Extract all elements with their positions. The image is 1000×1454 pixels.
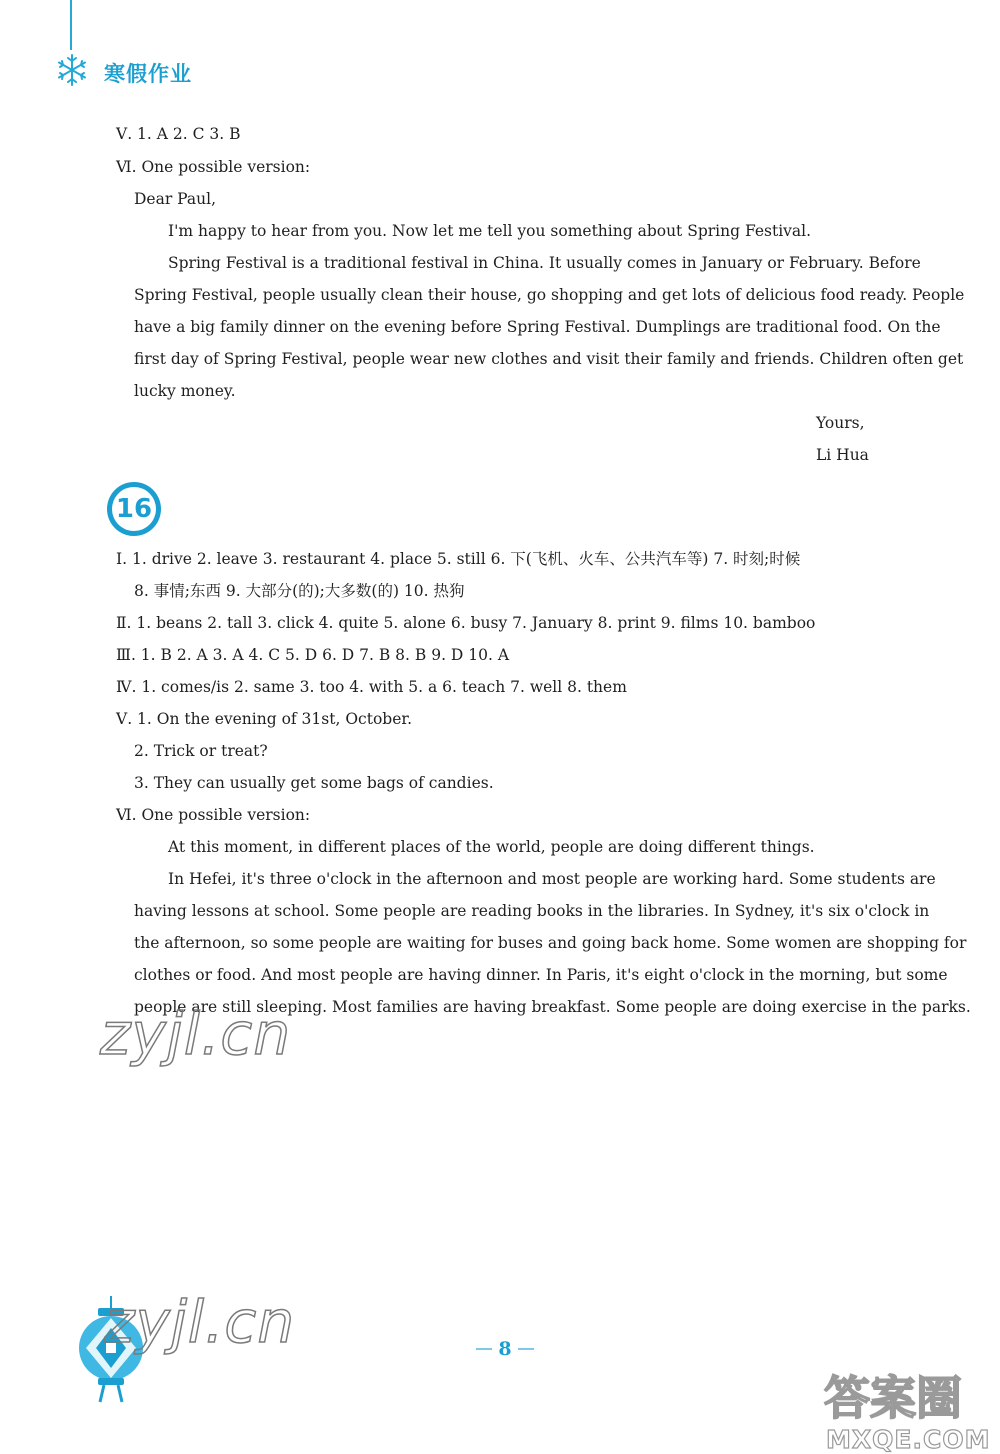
unit-number: 16 <box>115 494 153 524</box>
answer-2: Ⅱ. 1. beans 2. tall 3. click 4. quite 5. alone 6. busy 7. January 8. print 9. films 10. bamboo <box>116 614 816 632</box>
answer-4: Ⅳ. 1. comes/is 2. same 3. too 4. with 5. a 6. teach 7. well 8. them <box>116 678 627 696</box>
letter-line: have a big family dinner on the evening before Spring Festival. Dumplings are traditional food. On the <box>134 318 941 336</box>
letter-salutation: Dear Paul, <box>134 190 217 208</box>
essay-intro: At this moment, in different places of the world, people are doing different things. <box>168 838 815 856</box>
unit-number-badge <box>107 482 161 536</box>
watermark: zyjl.cn <box>100 1000 292 1068</box>
essay-line: having lessons at school. Some people are reading books in the libraries. In Sydney, it's six o'clock in <box>134 902 930 920</box>
answer-5-1: Ⅴ. 1. On the evening of 31st, October. <box>116 710 412 728</box>
letter-line: Spring Festival, people usually clean their house, go shopping and get lots of delicious food ready. People <box>134 286 965 304</box>
answer-5-3: 3. They can usually get some bags of candies. <box>134 774 494 792</box>
answer-3: Ⅲ. 1. B 2. A 3. A 4. C 5. D 6. D 7. B 8. B 9. D 10. A <box>116 646 510 664</box>
essay-line: clothes or food. And most people are having dinner. In Paris, it's eight o'clock in the morning, but some <box>134 966 948 984</box>
essay-line: the afternoon, so some people are waiting for buses and going back home. Some women are shopping for <box>134 934 967 952</box>
letter-line-last: lucky money. <box>134 382 236 400</box>
snowflake-icon <box>54 52 90 88</box>
prev-answer-5: Ⅴ. 1. A 2. C 3. B <box>116 125 241 143</box>
header-title: 寒假作业 <box>104 62 192 86</box>
answer-6-heading: Ⅵ. One possible version: <box>116 806 311 824</box>
brand-logo <box>820 1356 1000 1454</box>
header-vertical-line <box>70 0 72 50</box>
essay-line: In Hefei, it's three o'clock in the afternoon and most people are working hard. Some students are <box>168 870 936 888</box>
answer-5-2: 2. Trick or treat? <box>134 742 268 760</box>
page-number-area <box>460 1338 550 1360</box>
letter-intro: I'm happy to hear from you. Now let me tell you something about Spring Festival. <box>168 222 812 240</box>
answer-1-line-2: 8. 事情;东西 9. 大部分(的);大多数(的) 10. 热狗 <box>134 582 465 600</box>
letter-signature: Li Hua <box>816 446 869 464</box>
letter-closing: Yours, <box>816 414 865 432</box>
essay-line: people are still sleeping. Most families are having breakfast. Some people are doing exercise in the parks. <box>134 998 971 1016</box>
brand-name: 答案圈 <box>824 1371 962 1425</box>
letter-line: first day of Spring Festival, people wear new clothes and visit their family and friends. Children often get <box>134 350 964 368</box>
prev-answer-6-heading: Ⅵ. One possible version: <box>116 158 311 176</box>
brand-url: MXQE.COM <box>826 1425 991 1454</box>
page-number: 8 <box>498 1338 512 1360</box>
watermark: zyjl.cn <box>104 1288 296 1356</box>
answer-1-line-1: Ⅰ. 1. drive 2. leave 3. restaurant 4. place 5. still 6. 下(飞机、火车、公共汽车等) 7. 时刻;时候 <box>116 550 801 568</box>
letter-line: Spring Festival is a traditional festival in China. It usually comes in January or February. Before <box>168 254 921 272</box>
